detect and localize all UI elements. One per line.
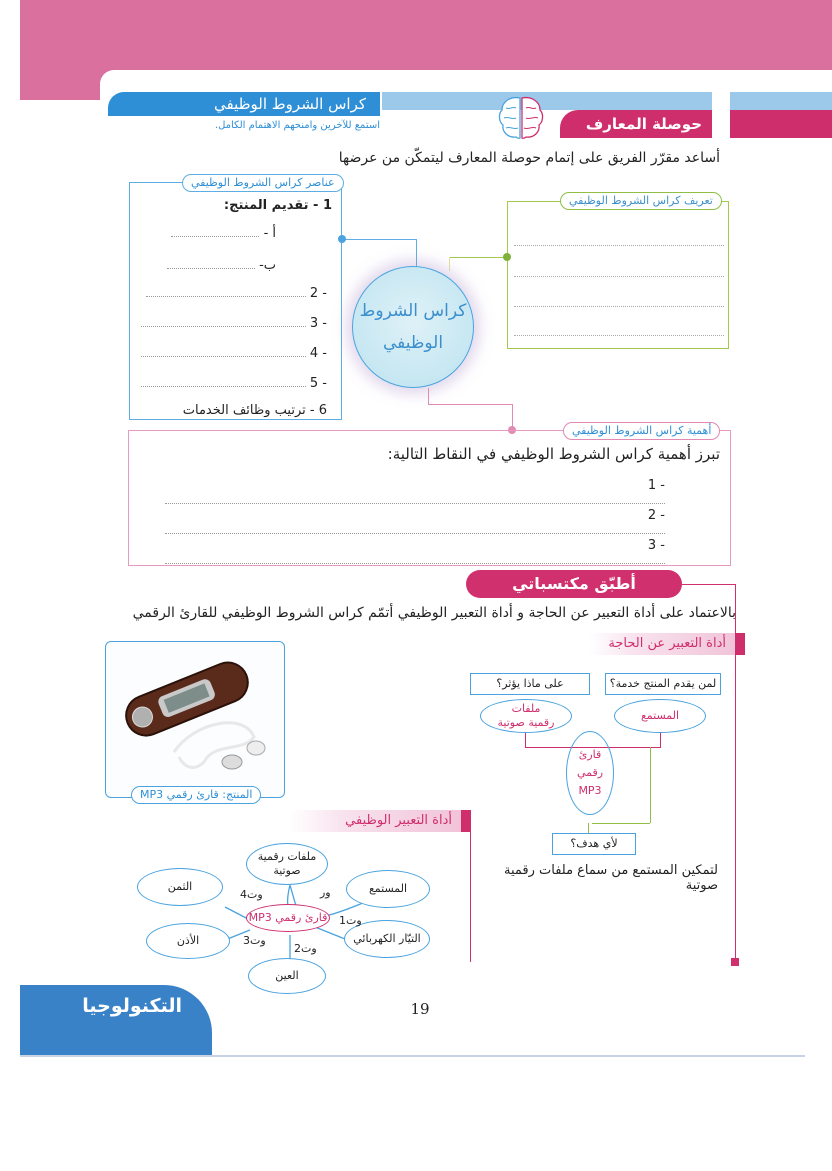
answer-who: المستمع xyxy=(614,699,706,733)
node-files: ملفات رقمية صوتية xyxy=(246,843,328,885)
importance-item-2[interactable] xyxy=(145,508,665,538)
element-text: ترتيب وظائف الخدمات xyxy=(182,403,306,418)
element-1b[interactable] xyxy=(167,258,276,273)
element-1a[interactable] xyxy=(171,226,276,241)
need-center xyxy=(566,731,614,815)
connector-goal-h xyxy=(592,823,650,824)
elements-label: عناصر كراس الشروط الوظيفي xyxy=(182,174,344,192)
node-listener: المستمع xyxy=(346,870,430,908)
center-line: MP3 xyxy=(578,784,602,797)
importance-item-3[interactable] xyxy=(145,538,665,568)
page-number: 19 xyxy=(410,1000,430,1018)
func-divider xyxy=(470,832,471,962)
answer-blank[interactable] xyxy=(146,287,306,297)
connector-definition-v xyxy=(449,257,450,271)
element-4[interactable] xyxy=(141,346,327,361)
answer-blank[interactable] xyxy=(165,524,665,534)
element-number: - 2 xyxy=(309,286,327,301)
product-label: المنتج: قارئ رقمي MP3 xyxy=(131,786,261,804)
center-concept xyxy=(352,266,474,388)
importance-label: أهمية كراس الشروط الوظيفي xyxy=(563,422,720,440)
definition-box xyxy=(507,201,729,349)
func-tool-header xyxy=(290,810,462,832)
connector-need xyxy=(525,733,526,747)
answer-goal: لتمكين المستمع من سماع ملفات رقمية صوتية xyxy=(503,863,718,893)
header-marker xyxy=(735,633,745,655)
connector-dot xyxy=(338,235,346,243)
connector-dot xyxy=(503,253,511,261)
answer-blank[interactable] xyxy=(165,494,665,504)
element-2[interactable] xyxy=(146,286,327,301)
func-tool-title: أداة التعبير الوظيفي xyxy=(345,813,452,828)
element-1 xyxy=(224,198,332,213)
center-line-1: كراس الشروط xyxy=(359,301,467,321)
connector-definition xyxy=(449,257,507,258)
answer-blank[interactable] xyxy=(514,245,724,246)
instruction-text: أساعد مقرّر الفريق على إتمام حوصلة المعارف ليتمكّن من عرضها xyxy=(338,150,720,166)
question-what: على ماذا يؤثر؟ xyxy=(470,673,590,695)
lesson-title: كراس الشروط الوظيفي xyxy=(108,92,380,116)
element-number: - 4 xyxy=(309,346,327,361)
connector-elements-v xyxy=(416,239,417,269)
connector-need xyxy=(660,733,661,747)
section-tab-right xyxy=(730,110,832,138)
need-tool-title: أداة التعبير عن الحاجة xyxy=(608,636,726,651)
section-title: حوصلة المعارف xyxy=(560,110,712,138)
center-line: رقمي xyxy=(576,766,604,779)
header-strip xyxy=(382,92,712,110)
answer-blank[interactable] xyxy=(141,377,306,387)
answer-blank[interactable] xyxy=(171,227,259,237)
footer-rule xyxy=(20,1055,805,1057)
link-c4: وت4 xyxy=(240,888,263,901)
definition-label: تعريف كراس الشروط الوظيفي xyxy=(560,192,722,210)
center-line-2: الوظيفي xyxy=(382,333,444,353)
mp3-player-icon xyxy=(104,642,284,792)
element-text: تقديم المنتج: xyxy=(223,198,309,213)
item-number: - 3 xyxy=(647,538,665,553)
product-image xyxy=(105,641,285,798)
subject-tab: التكنولوجيا xyxy=(20,985,212,1057)
element-number: ب- xyxy=(259,258,276,273)
question-goal: لأي هدف؟ xyxy=(552,833,636,855)
element-number: أ - xyxy=(263,226,276,241)
connector-importance-h xyxy=(428,404,512,405)
importance-intro: تبرز أهمية كراس الشروط الوظيفي في النقاط التالية: xyxy=(387,445,720,463)
link-c1: وت1 xyxy=(339,914,362,927)
answer-blank[interactable] xyxy=(514,276,724,277)
func-center: قارئ رقمي MP3 xyxy=(246,904,330,932)
node-current: التيّار الكهربائي xyxy=(344,920,430,958)
center-line: قارئ xyxy=(578,748,602,761)
element-3[interactable] xyxy=(141,316,327,331)
arrow-down-icon xyxy=(588,823,589,833)
node-ear: الأذن xyxy=(146,923,230,959)
element-number: 6 - xyxy=(309,403,327,418)
connector-goal-v xyxy=(650,747,651,823)
element-number: 1 - xyxy=(313,198,332,213)
answer-blank[interactable] xyxy=(514,306,724,307)
answer-blank[interactable] xyxy=(165,554,665,564)
header-strip-right xyxy=(730,92,832,110)
apply-instruction: بالاعتماد على أداة التعبير عن الحاجة و أداة التعبير الوظيفي أتمّم كراس الشروط الوظيفي للقارئ الرقمي xyxy=(132,605,736,621)
node-eye: العين xyxy=(248,958,326,994)
link-main: ور xyxy=(320,886,331,899)
brain-icon xyxy=(496,94,546,142)
link-c3: وت3 xyxy=(243,934,266,947)
need-tool-header xyxy=(590,633,736,655)
answer-blank[interactable] xyxy=(141,317,306,327)
connector-elements xyxy=(342,239,416,240)
item-number: - 2 xyxy=(647,508,665,523)
element-6 xyxy=(183,403,327,418)
apply-divider-h xyxy=(682,584,736,585)
item-number: - 1 xyxy=(647,478,665,493)
node-price: الثمن xyxy=(137,868,223,906)
connector-importance-v1 xyxy=(428,388,429,404)
lesson-subtitle: استمع للآخرين وامنحهم الاهتمام الكامل. xyxy=(214,120,380,131)
apply-title: أطبّق مكتسباتي xyxy=(466,570,682,598)
header-marker xyxy=(461,810,471,832)
answer-blank[interactable] xyxy=(141,347,306,357)
link-c2: وت2 xyxy=(294,942,317,955)
element-5[interactable] xyxy=(141,376,327,391)
element-number: - 5 xyxy=(309,376,327,391)
element-number: - 3 xyxy=(309,316,327,331)
question-who: لمن يقدم المنتج خدمة؟ xyxy=(605,673,721,695)
answer-blank[interactable] xyxy=(514,335,724,336)
answer-blank[interactable] xyxy=(167,259,255,269)
answer-what: ملفات رقمية صوتية xyxy=(480,699,572,733)
importance-item-1[interactable] xyxy=(145,478,665,508)
apply-divider-end xyxy=(731,958,739,966)
